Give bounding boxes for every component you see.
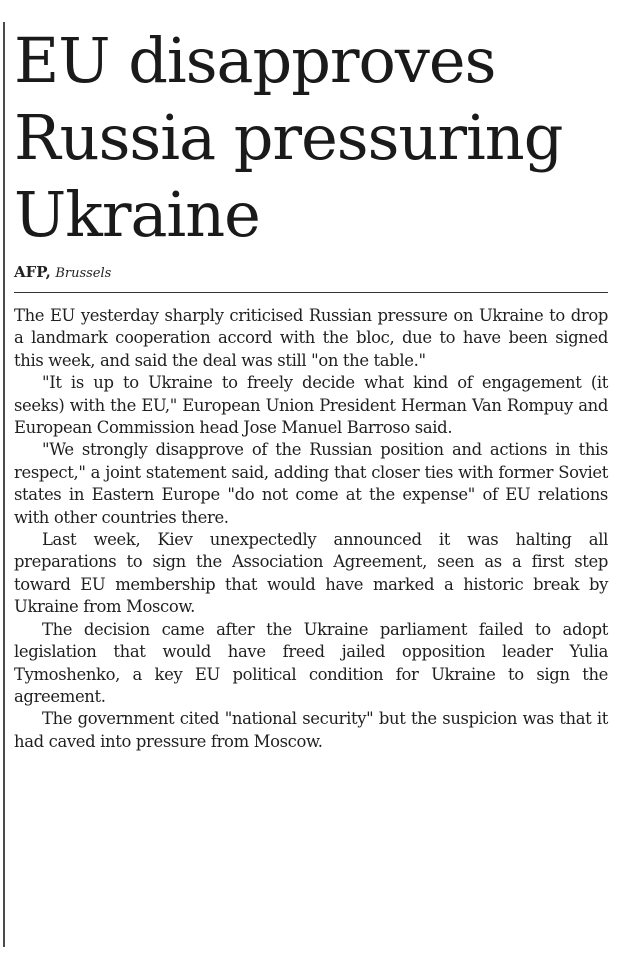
article-body xyxy=(14,305,608,753)
article-paragraph-1: The EU yesterday sharply criticised Russian pressure on Ukraine to drop a landmark cooperation accord with the bloc, due to have been signed this week, and said the deal was still "on the table." xyxy=(14,306,608,370)
article-paragraph-5: The decision came after the Ukraine parliament failed to adopt legislation that would have freed jailed opposition leader Yulia Tymoshenko, a key EU political condition for Ukraine to sign the agreement. xyxy=(14,619,608,706)
article-paragraph-6: The government cited "national security" but the suspicion was that it had caved into pressure from Moscow. xyxy=(14,709,608,751)
article-paragraph-2: "It is up to Ukraine to freely decide what kind of engagement (it seeks) with the EU," European Union President Herman Van Rompuy and European Commission head Jose Manuel Barroso said. xyxy=(14,373,608,438)
headline-line-3: Ukraine xyxy=(14,178,260,251)
column-divider-line xyxy=(3,22,5,947)
byline-agency: AFP, xyxy=(14,263,51,281)
article-paragraph-4: Last week, Kiev unexpectedly announced it was halting all preparations to sign the Association Agreement, seen as a first step toward EU membership that would have marked a historic break by Ukraine from Moscow. xyxy=(14,530,608,617)
byline-dateline: Brussels xyxy=(55,266,112,281)
headline-line-1: EU disapproves xyxy=(14,24,496,97)
article-paragraph-3: "We strongly disapprove of the Russian position and actions in this respect," a joint statement said, adding that closer ties with former Soviet states in Eastern Europe "do not come at the expense" of EU relations with other countries there. xyxy=(14,440,608,527)
byline-divider xyxy=(14,292,608,293)
byline xyxy=(14,263,608,283)
headline-line-2: Russia pressuring xyxy=(14,101,563,174)
headline xyxy=(14,22,608,253)
news-article xyxy=(14,22,608,753)
